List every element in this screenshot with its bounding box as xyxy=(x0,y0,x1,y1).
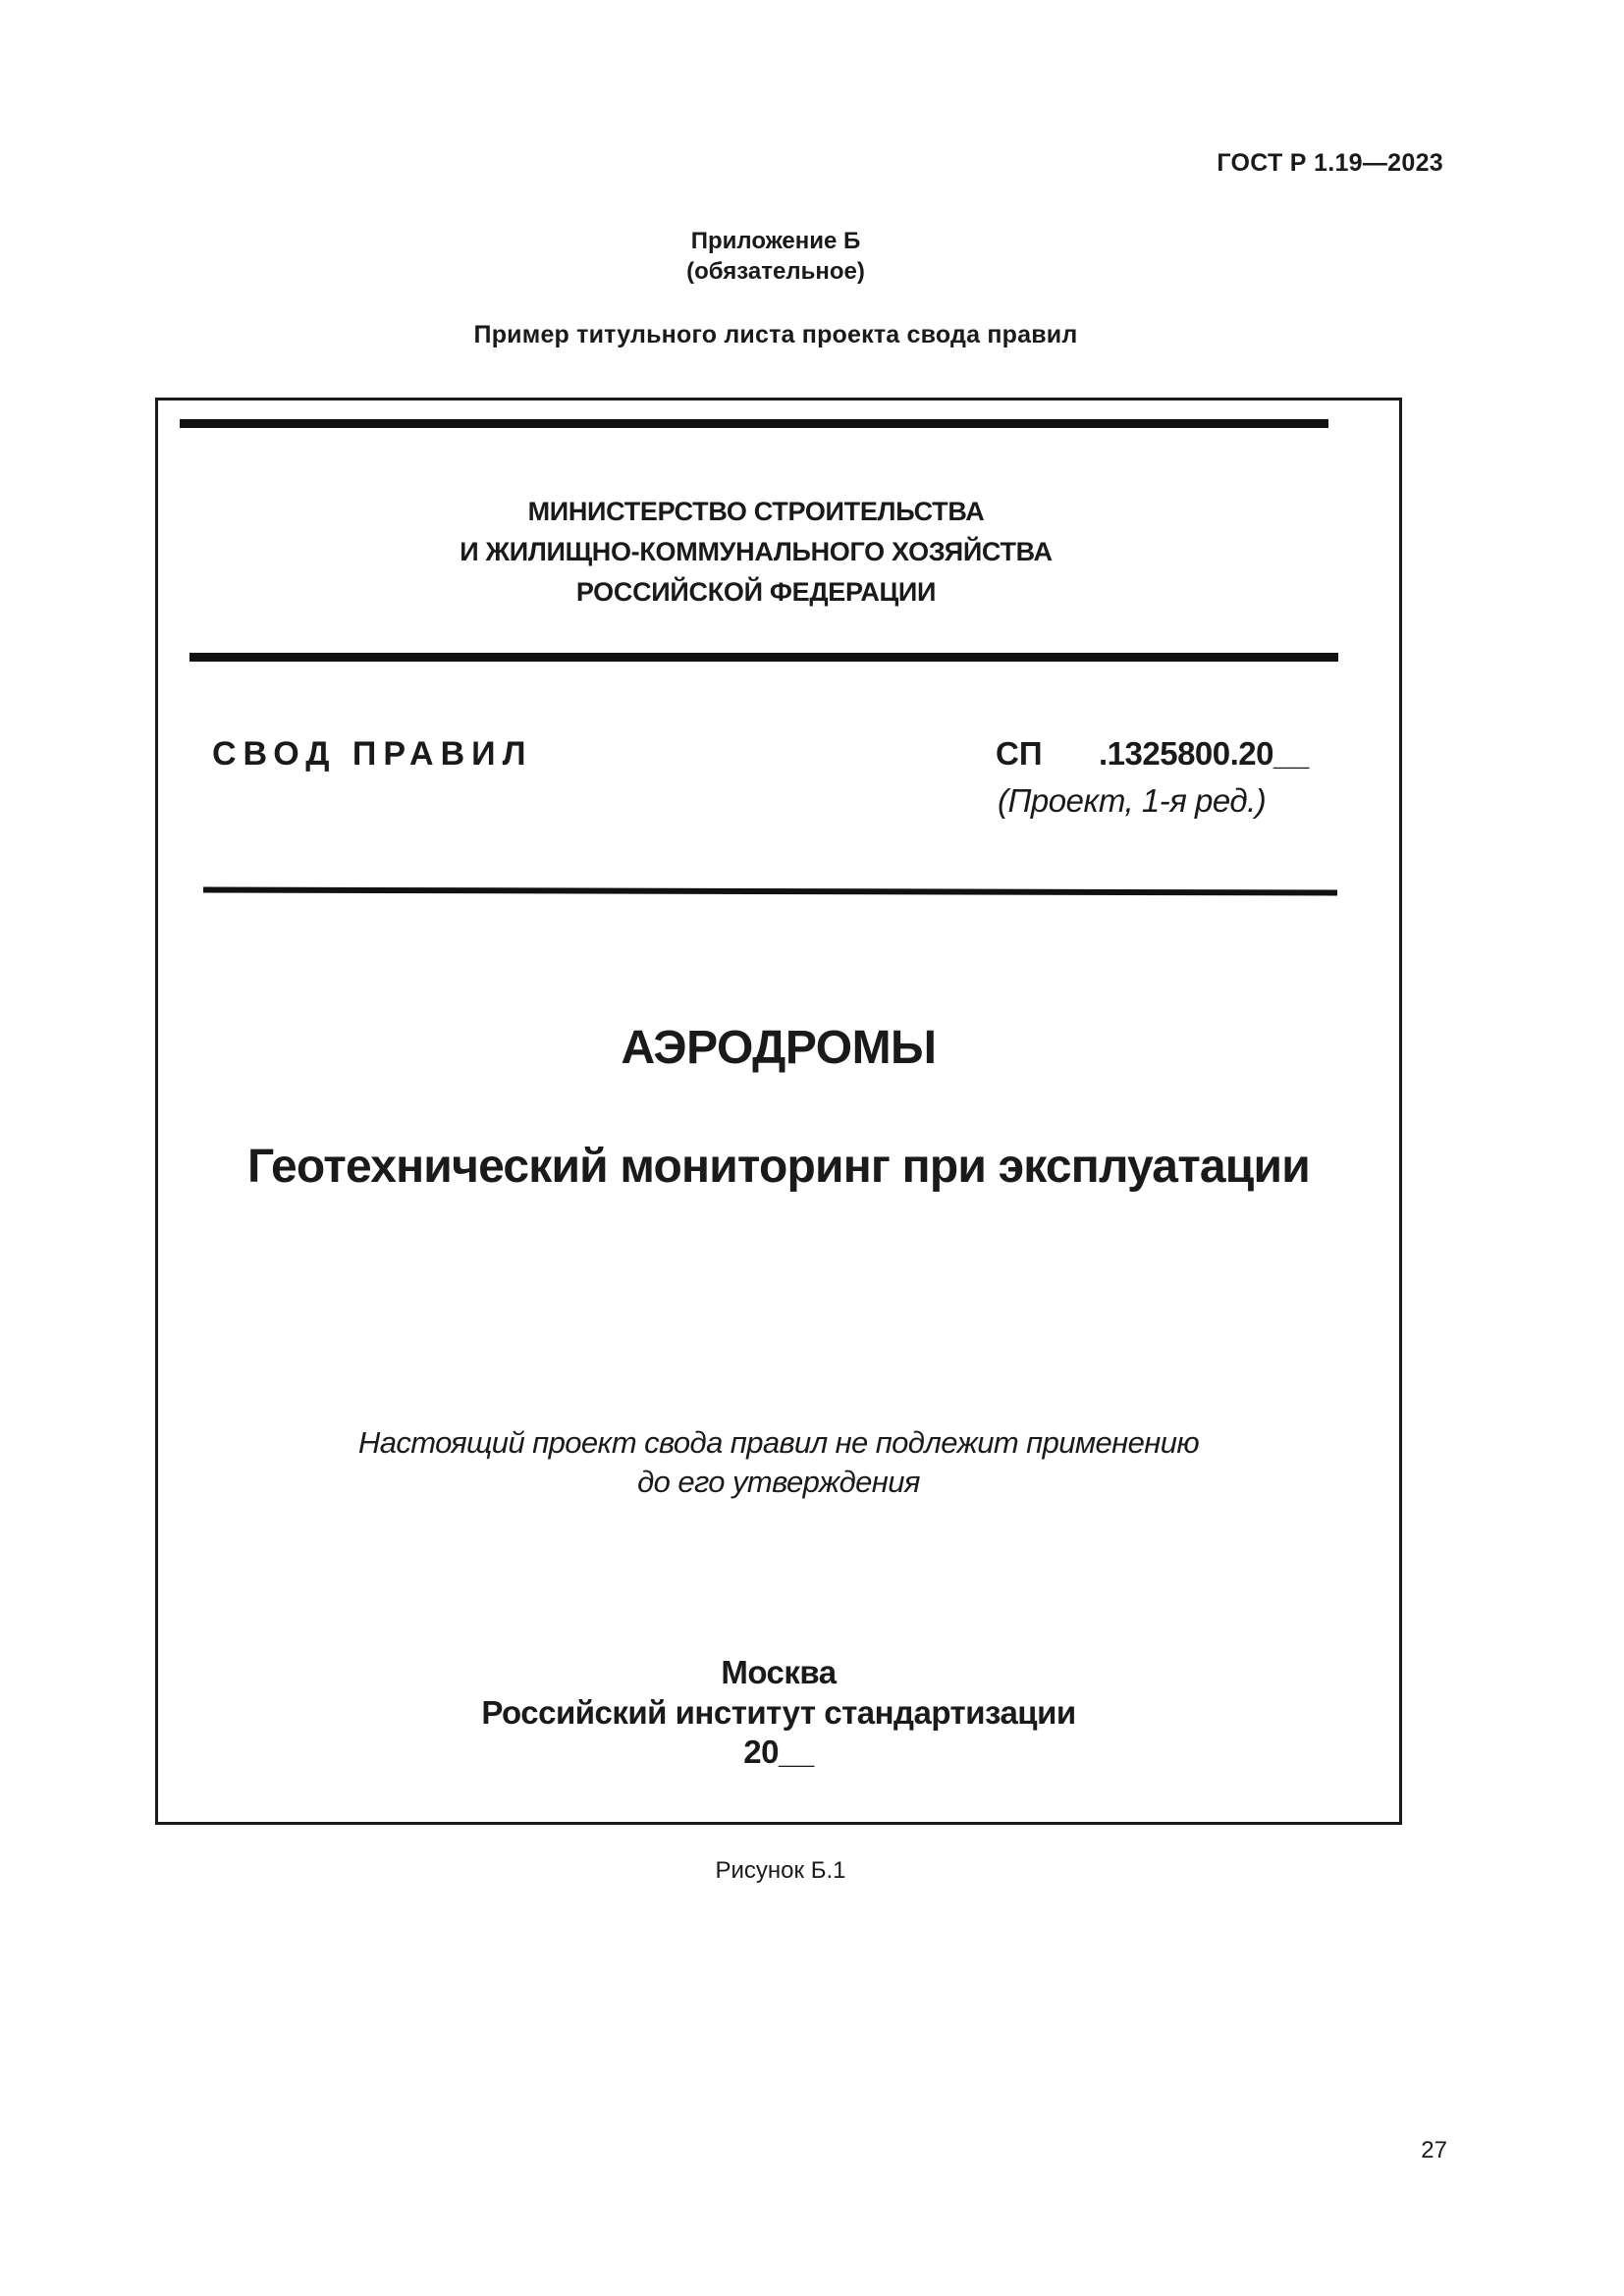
ministry-rule xyxy=(189,653,1338,662)
sp-prefix: СП xyxy=(996,735,1043,772)
document-code: ГОСТ Р 1.19—2023 xyxy=(1217,149,1443,177)
figure-caption: Рисунок Б.1 xyxy=(715,1857,846,1884)
subtitle: Геотехнический мониторинг при эксплуатации xyxy=(247,1141,1310,1193)
imprint-year: 20__ xyxy=(743,1734,814,1770)
ministry-line: МИНИСТЕРСТВО СТРОИТЕЛЬСТВА xyxy=(527,497,985,526)
page-number: 27 xyxy=(1421,2137,1447,2163)
sp-edition: (Проект, 1-я ред.) xyxy=(998,782,1267,819)
appendix-title: Приложение Б xyxy=(690,228,861,254)
main-title: АЭРОДРОМЫ xyxy=(621,1022,937,1074)
ministry-line: И ЖИЛИЩНО-КОММУНАЛЬНОГО ХОЗЯЙСТВА xyxy=(460,537,1053,566)
ministry-line: РОССИЙСКОЙ ФЕДЕРАЦИИ xyxy=(575,577,937,607)
draft-notice-line: до его утверждения xyxy=(637,1465,920,1499)
appendix-status: (обязательное) xyxy=(686,258,865,285)
imprint-city: Москва xyxy=(721,1654,837,1690)
draft-notice-line: Настоящий проект свода правил не подлежит применению xyxy=(357,1425,1200,1460)
imprint-publisher: Российский институт стандартизации xyxy=(481,1694,1076,1731)
code-of-rules-label: СВОД ПРАВИЛ xyxy=(212,735,533,773)
top-rule xyxy=(180,419,1328,428)
figure-heading: Пример титульного листа проекта свода правил xyxy=(473,321,1078,348)
title-page-frame xyxy=(155,398,1402,1825)
sp-number: .1325800.20__ xyxy=(1099,735,1309,772)
